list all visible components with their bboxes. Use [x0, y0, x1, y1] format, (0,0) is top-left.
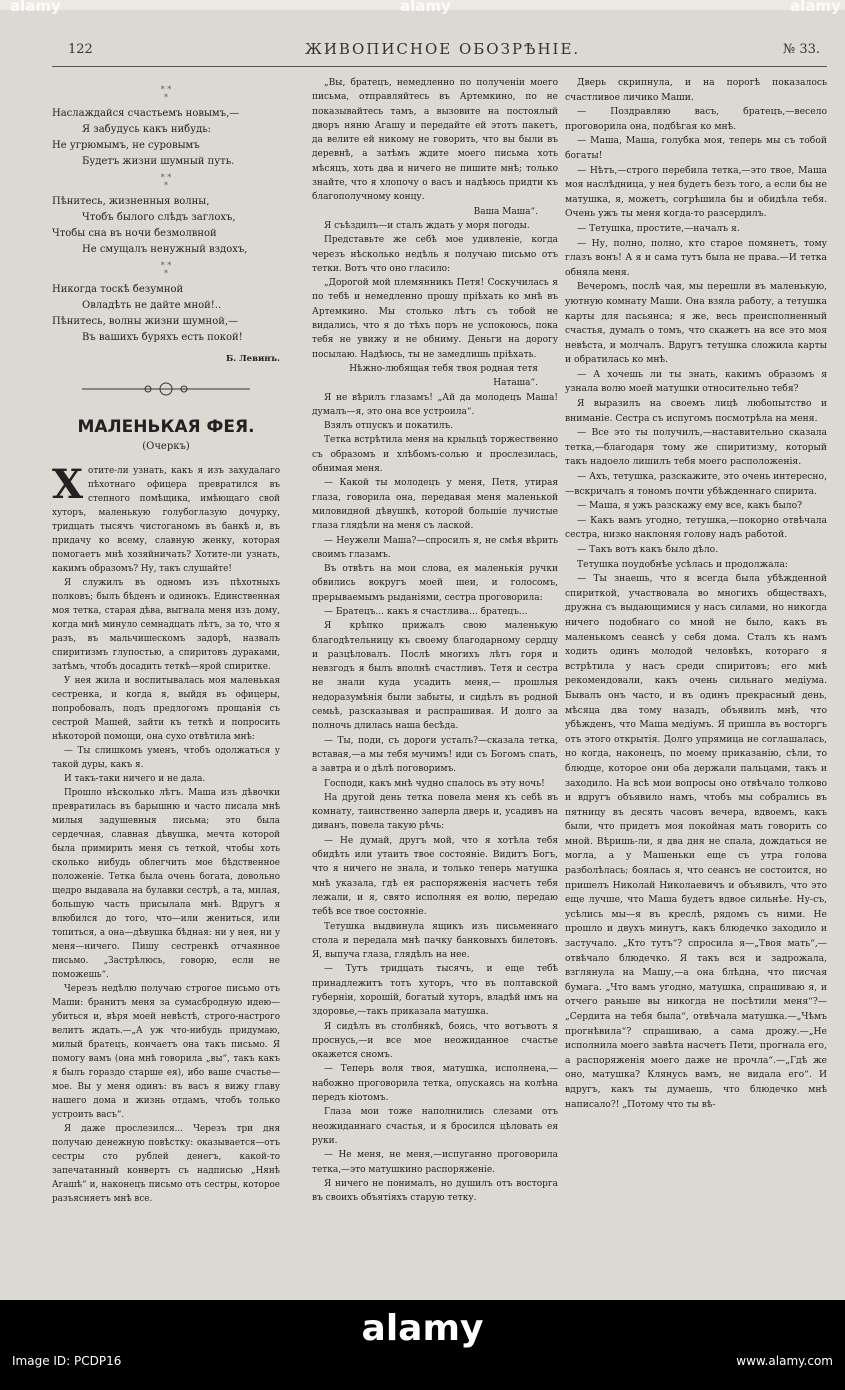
poem-line: Не смущалъ ненужный вздохъ, — [82, 244, 248, 255]
paragraph: — Не меня, не меня,—испуганно проговорила тетка,—это матушкино распоряженіе. — [312, 1150, 558, 1175]
poem-line: Будетъ жизни шумный путь. — [82, 156, 235, 167]
ornament-divider-icon — [52, 380, 280, 398]
paragraph: Я съѣздилъ—и сталъ ждать у моря погоды. — [324, 220, 530, 231]
poem-stanza-2 — [52, 194, 280, 258]
paragraph: „Вы, братецъ, немедленно по полученіи моего письма, отправляйтесь въ Артемкино, по не показывайтесь тамъ, а вызовите на постоялый дворъ няню Агашу и передайте ей этотъ пакетъ, да велите ей никому не говорить, что вы были въ деревнѣ, а затѣмъ ждите моего письма хоть мѣсяцъ, хоть два и ничего не пишите мнѣ; только знайте, что я хлопочу о васъ и надѣюсь придти къ благополучному концу. — [312, 78, 558, 203]
paragraph: Хотите-ли узнать, какъ я изъ захудалаго пѣхотнаго офицера превратился въ степного помѣщика, имѣющаго свой хуторъ, маленькую голубоглазую дочурку, тридцать тысячъ чистоганомъ въ банкѣ и, въ придачу ко всему, славную женку, которая помогаетъ мнѣ хозяйничать? Хотите-ли узнать, какимъ образомъ? Ну, такъ слушайте! — [52, 461, 280, 574]
paragraph: Я даже прослезился... Черезъ три дня получаю денежную повѣстку: оказывается—отъ сестры сто рублей денегъ, какой-то запечатанный конвертъ съ надписью „Нянѣ Агашѣ“ и, наконецъ письмо отъ сестры, которое разъясняетъ мнѣ все. — [52, 1124, 280, 1204]
watermark-text: alamy — [790, 0, 841, 15]
paragraph: Черезъ недѣлю получаю строгое письмо отъ Маши: бранитъ меня за сумасбродную идею—убиться и, вѣря моей невѣстѣ, строго-настрого велитъ ждать.—„А уж что-нибудь придумаю, милый братецъ, кончаетъ она такъ письмо. Я помогу вамъ (она мнѣ говорила „вы“, такъ какъ я былъ гораздо старше ея), ибо ваше счастье—мое. Вы у меня одинъ: въ васъ я вижу главу нашего дома и жизнь отдамъ, чтобъ только устроить васъ“. — [52, 984, 280, 1120]
paragraph: На другой день тетка повела меня къ себѣ въ комнату, таинственно заперла дверь и, усадивъ на диванъ, повела такую рѣчь: — [312, 792, 558, 832]
paragraph: — Все это ты получилъ,—наставительно сказала тетка,—благодаря тому же спиритизму, который такъ надоело лишилъ тебя моего расположенія. — [565, 427, 827, 468]
paragraph: — Ты слишкомъ уменъ, чтобъ одолжаться у такой дуры, какъ я. — [52, 746, 280, 770]
paragraph: Тетка встрѣтила меня на крыльцѣ торжественно съ образомъ и хлѣбомъ-солью и прослезилась, обнимая меня. — [312, 435, 558, 475]
paragraph: Тетушка выдвинула ящикъ изъ письменнаго стола и передала мнѣ пачку банковыхъ билетовъ. Я, выпуча глаза, глядѣлъ на нее. — [312, 921, 558, 961]
header-rule — [52, 66, 827, 67]
article-title: МАЛЕНЬКАЯ ФЕЯ. — [77, 417, 255, 437]
paragraph: Вечеромъ, послѣ чая, мы перешли въ маленькую, уютную комнату Маши. Она взяла работу, а тетушка карты для пасьянса; я же, весь преисполненный счастья, думалъ о томъ, что скажетъ на все это моя невѣста, и молчалъ. Вдругъ тетушка сложила карты и обратилась ко мнѣ. — [565, 281, 827, 366]
stars-divider: * * * — [160, 85, 172, 102]
paragraph: Представьте же себѣ мое удивленіе, когда черезъ нѣсколько недѣль я получаю письмо отъ тетки. Вотъ что оно гласило: — [312, 235, 558, 274]
paragraph: — Не думай, другъ мой, что я хотѣла тебя обидѣть или утаить твое состояніе. Видитъ Богъ, что я ничего не знала, и только теперь матушка мнѣ указала, гдѣ ея распоряженія насчетъ тебя лежали, и я, свято исполняя ея волю, передаю тебѣ все твое состояніе. — [312, 835, 558, 918]
paragraph: — Поздравляю васъ, братецъ,—весело проговорила она, подбѣгая ко мнѣ. — [565, 106, 827, 132]
article-body-col1 — [52, 461, 280, 1206]
poem-line: Пѣнитесь, волны жизни шумной,— — [52, 316, 239, 327]
image-id: Image ID: PCDP16 — [12, 1354, 122, 1368]
paragraph: „Дорогой мой племянникъ Петя! Соскучилась я по тебѣ и немедленно прошу пріѣхать ко мнѣ въ Артемкино. Мы столько лѣтъ съ тобой не видались, что я до тѣхъ поръ не успокоюсь, пока тебя не увижу и не обниму. Деньги на дорогу посылаю. Надѣюсь, ты не замедлишь пріѣхать. — [312, 278, 558, 360]
column-1 — [52, 82, 280, 1206]
stars-divider: * * * — [160, 261, 172, 278]
paragraph: Тетушка поудобнѣе усѣлась и продолжала: — [577, 558, 788, 570]
paragraph: Дверь скрипнула, и на порогѣ показалось счастливое личико Маши. — [565, 77, 827, 103]
paragraph: — Ты, поди, съ дороги усталъ?—сказала тетка, вставая,—а мы тебя мучимъ! иди съ Богомъ спать, а завтра и о дѣлѣ поговоримъ. — [312, 735, 558, 775]
poem-line: Пѣнитесь, жизненныя волны, — [52, 196, 210, 207]
poem-line: Въ вашихъ буряхъ есть покой! — [82, 332, 243, 343]
poem-author: Б. Левинъ. — [225, 354, 280, 364]
paragraph: Ваша Маша“. — [473, 206, 538, 217]
paragraph: Я не вѣрилъ глазамъ! „Ай да молодецъ Маша! думалъ—я, это она все устроила“. — [312, 392, 558, 417]
paragraph: Нѣжно-любящая тебя твоя родная тетя Наташа“. — [349, 363, 538, 389]
paragraph: Господи, какъ мнѣ чудно спалось въ эту ночь! — [324, 778, 545, 789]
paragraph: И такъ-таки ничего и не дала. — [64, 774, 206, 784]
paragraph: Я выразилъ на своемъ лицѣ любопытство и вниманіе. Сестра съ испугомъ посмотрѣла на меня. — [565, 398, 827, 424]
paragraph: — А хочешь ли ты знать, какимъ образомъ я узнала волю моей матушки относительно тебя? — [565, 368, 827, 395]
stars-divider: * * * — [160, 173, 172, 190]
article-subtitle: (Очеркъ) — [142, 441, 190, 452]
poem-line: Никогда тоскѣ безумной — [52, 284, 184, 295]
paragraph: — Такъ вотъ какъ было дѣло. — [577, 544, 719, 555]
paragraph: — Братецъ... какъ я счастлива... братецъ... — [324, 606, 528, 617]
poem-line: Овладѣть не дайте мной!.. — [82, 300, 222, 311]
paragraph: — Ахъ, тетушка, разскажите, это очень интересно,—вскричалъ я тономъ почти убѣжденнаго спирита. — [565, 471, 827, 497]
watermark-text: alamy — [400, 0, 451, 15]
poem-line: Чтобъ былого слѣдъ заглохъ, — [82, 212, 236, 223]
paragraph: — Ну, полно, полно, кто старое помянетъ, тому глазъ вонъ! А я и сама тутъ была не права.—И тетка обняла меня. — [565, 237, 827, 278]
paragraph: — Маша, я ужъ разскажу ему все, какъ было? — [577, 500, 803, 512]
paragraph: Я ничего не понималъ, но душилъ отъ восторга въ своихъ объятіяхъ старую тетку. — [312, 1178, 558, 1204]
paragraph: Я сидѣлъ въ столбнякѣ, боясь, что вотъвотъ я проснусь,—и все мое неожиданное счастье окажется сномъ. — [312, 1021, 558, 1061]
watermark-url: www.alamy.com — [736, 1354, 833, 1368]
paragraph: — Нѣтъ,—строго перебила тетка,—это твое, Маша моя наслѣдница, у нея будетъ безъ того, а если бы не матушка, я, можетъ, согрѣшила бы и обидѣла тебя. Очень ужъ ты меня когда-то разсердилъ. — [565, 164, 827, 220]
poem-line: Чтобы сна въ ночи безмолвной — [52, 228, 217, 239]
poem-line: Я забудусь какъ нибудь: — [82, 124, 212, 135]
paragraph: У нея жила и воспитывалась моя маленькая сестренка, и когда я, выйдя въ офицеры, попробовалъ, подъ предлогомъ прощанія съ сестрой Машей, зайти къ теткѣ и попросить нѣкоторой помощи, она сухо отвѣтила мнѣ: — [52, 676, 280, 742]
paragraph: Я крѣпко прижалъ свою маленькую благодѣтельницу къ своему благодарному сердцу и разцѣловалъ. Послѣ многихъ лѣтъ горя и невзгодъ я былъ вполнѣ счастливъ. Тетя и сестра не знали куда усадить меня,— прошлыя недоразумѣнія были забыты, и сидѣлъ въ родной семьѣ, разсказывая и распрашивая. И долго за полночь длилась наша бесѣда. — [312, 621, 558, 732]
column-2 — [312, 76, 558, 1205]
journal-title: ЖИВОПИСНОЕ ОБОЗРѢНІЕ. — [305, 40, 581, 58]
paragraph: — Неужели Маша?—спросилъ я, не смѣя вѣрить своимъ глазамъ. — [312, 535, 558, 560]
paragraph: — Тутъ тридцать тысячъ, и еще тебѣ принадлежитъ тотъ хуторъ, что въ полтавской губерніи, хорошій, богатый хуторъ, владѣй имъ на здоровье,—такъ приказала матушка. — [312, 964, 558, 1018]
paragraph: Въ отвѣтъ на мои слова, ея маленькія ручки обвились вокругъ моей шеи, и голосомъ, прерываемымъ рыданіями, сестра проговорила: — [312, 564, 558, 603]
poem-line: Наслаждайся счастьемъ новымъ,— — [52, 108, 240, 119]
paragraph: Глаза мои тоже наполнились слезами отъ неожиданнаго счастья, и я бросился цѣловать ея руки. — [312, 1107, 558, 1146]
paragraph: Взялъ отпускъ и покатилъ. — [324, 421, 453, 432]
paragraph: — Теперь воля твоя, матушка, исполнена,—набожно проговорила тетка, опускаясь на колѣна передъ кіотомъ. — [312, 1064, 558, 1104]
paragraph: — Тетушка, простите,—началъ я. — [577, 222, 740, 234]
poem-stanza-3 — [52, 282, 280, 346]
paragraph: — Маша, Маша, голубка моя, теперь мы съ тобой богаты! — [565, 135, 827, 161]
page-header — [60, 42, 820, 66]
poem-stanza-1 — [52, 106, 280, 170]
watermark-text: alamy — [10, 0, 61, 15]
page-number: 122 — [68, 42, 93, 57]
issue-number: № 33. — [782, 42, 820, 57]
paragraph: Я служилъ въ одномъ изъ пѣхотныхъ полковъ; былъ бѣденъ и одинокъ. Единственная моя тетка, старая дѣва, выгнала меня изъ дому, когда мнѣ минуло семнадцать лѣтъ, за то, что я разъ, въ мальчишескомъ задорѣ, назвалъ спиритизмъ глупостью, а спиритовъ дураками, затѣмъ, чтобъ досадить теткѣ—ярой спиритке. — [52, 578, 280, 672]
poem-line: Не угрюмымъ, не суровымъ — [52, 140, 200, 151]
paragraph: — Ты знаешь, что я всегда была убѣжденной спириткой, участвовала во многихъ обществахъ, дружна съ выдающимися у насъ силами, но никогда ничего подобнаго со мной не было, какъ въ маленькомъ сеансѣ у себя дома. Сталъ къ намъ ходить одинъ молодой человѣкъ, котораго я встрѣтила у насъ среди спиритовъ; его мнѣ рекомендовали, какъ очень сильнаго медіума. Бывалъ онъ часто, и въ одинъ прекрасный день, мѣсяца два тому назадъ, объявилъ мнѣ, что убѣжденъ, что Маша медіумъ. Я пришла въ восторгъ отъ этого открытія. Долго упрямица не соглашалась, но когда, наконецъ, по моему приказанію, сѣли, то блюдце, которое они оба держали пальцами, такъ и заходило. На всѣ мои вопросы оно отвѣчало толково и вдругъ объявило намъ, чтобъ мы собрались въ пятницу въ десять часовъ вечера, вдвоемъ, какъ были, что придетъ моя покойная мать говорить со мной. Вѣришь-ли, я два дня не спала, дождаться не могла, а у Машеньки еще съ утра голова разболѣлась; боялась я, что сеансъ не состоится, но пришелъ Николай Николаевичъ и объявилъ, что это еще лучше, что Маша будетъ вдвое сильнѣе. Ну-съ, усѣлись мы—я въ креслѣ, рядомъ съ ними. Не прошло и двухъ минутъ, какъ блюдечко заходило и застучало. „Кто тутъ“? спросила я—„Твоя мать“,—отвѣчало блюдечко. Я такъ вся и задрожала, взглянула на Машу,—а она блѣдна, что писчая бумага. „Что вамъ угодно, матушка, спрашиваю я, и отчего раньше вы никогда не посѣтили меня“?—„Сердита на тебя была“, отвѣчала матушка.—„Чѣмъ прогнѣвила“? спрашиваю, а сама дрожу.—„Не исполнила моего завѣта насчетъ Пети, прогнала его, а распоряженія моего даже не прочла“.—„Гдѣ же оно, матушка? Клянусь вамъ, не видала его“. И вдругъ, какъ ты думаешь, что блюдечко мнѣ написало?! „Потому что ты вѣ- — [565, 573, 827, 1110]
alamy-logo: alamy — [361, 1308, 484, 1349]
column-3 — [565, 76, 827, 1112]
paragraph: — Какъ вамъ угодно, тетушка,—покорно отвѣчала сестра, низко наклоняя голову надъ работой. — [565, 514, 827, 541]
drop-cap: Х — [52, 461, 84, 508]
paragraph: — Какой ты молодецъ у меня, Петя, утирая глаза, говорила она, передавая меня маленькой миловидной дѣвушкѣ, которой большіе лучистые глаза глядѣли на меня съ лаской. — [312, 478, 558, 532]
paragraph: Прошло нѣсколько лѣтъ. Маша изъ дѣвочки превратилась въ барышню и часто писала мнѣ милыя задушевныя письма; это была сердечная, славная дѣвушка, мечта которой была примирить меня съ теткой, чтобы хоть сколько нибудь облегчить мое бѣдственное положеніе. Тетка была очень богата, довольно щедро выдавала на булавки сестрѣ, а та, милая, большую часть присылала мнѣ. Вдругъ я влюбился до того, что—или жениться, или топиться, а она—дѣвушка бѣдная: ни у нея, ни у меня—ничего. Пишу сестренкѣ отчаянное письмо. „Застрѣлюсь, говорю, если не поможешь“. — [52, 788, 280, 980]
stock-watermark-banner — [0, 1300, 845, 1390]
